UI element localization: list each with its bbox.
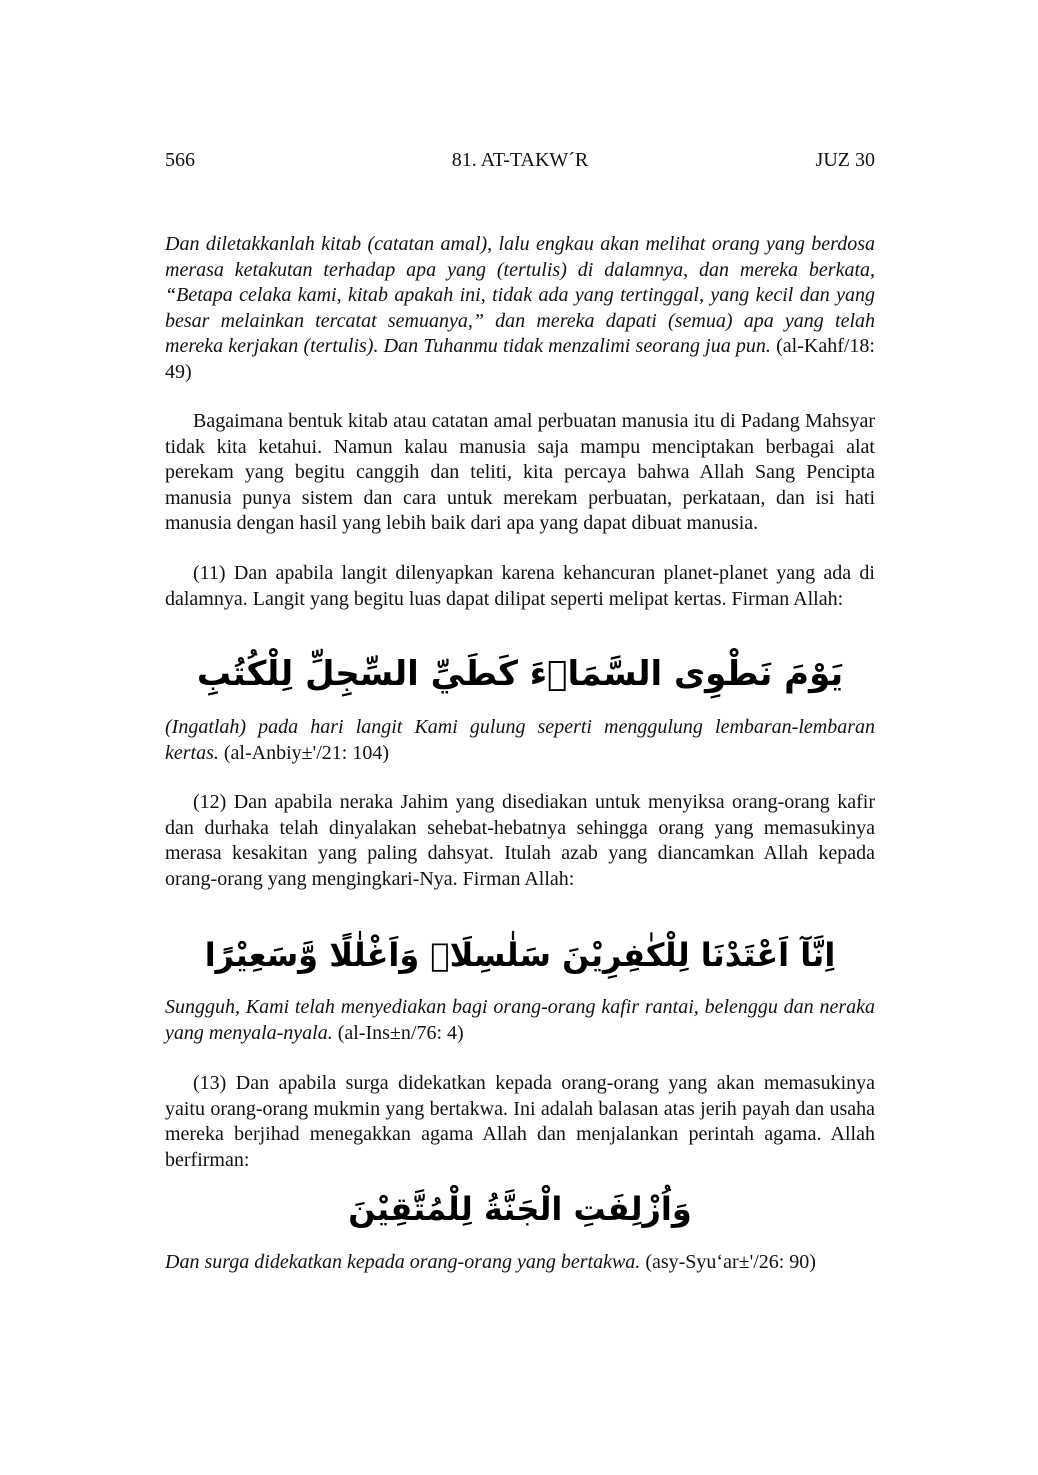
quote-reference: (al-Ins±n/76: 4)	[337, 1021, 464, 1044]
quote-text: Sungguh, Kami telah menyediakan bagi orang-orang kafir rantai, belenggu dan neraka yang menyala-nyala.	[165, 996, 875, 1044]
running-header	[165, 147, 875, 173]
quote-reference: (asy-Syu‘ar±'/26: 90)	[645, 1251, 816, 1273]
page-number: 566	[165, 149, 195, 171]
arabic-verse-syuara: وَاُزْلِفَتِ الْجَنَّةُ لِلْمُتَّقِيْنَ	[348, 1190, 692, 1228]
quote-text: Dan diletakkanlah kitab (catatan amal), lalu engkau akan melihat orang yang berdosa merasa ketakutan terhadap apa yang (tertulis) di dalamnya, dan mereka berkata, “Betapa celaka kami, kitab apakah ini, tidak ada yang tertinggal, yang kecil dan yang besar melainkan tercatat semuanya,” dan mereka dapati (semua) apa yang telah mereka kerjakan (tertulis). Dan Tuhanmu tidak menzalimi seorang jua pun.	[165, 233, 875, 357]
paragraph-verse-11: (11) Dan apabila langit dilenyapkan karena kehancuran planet-planet yang ada di dalamnya. Langit yang begitu luas dapat dilipat seperti melipat kertas. Firman Allah:	[165, 562, 875, 610]
paragraph-verse-12: (12) Dan apabila neraka Jahim yang disediakan untuk menyiksa orang-orang kafir dan durhaka telah dinyalakan sehebat-hebatnya sehingga orang yang memasukinya merasa kesakitan yang paling dahsyat. Itulah azab yang diancamkan Allah kepada orang-orang yang mengingkari-Nya. Firman Allah:	[165, 791, 875, 890]
paragraph-catatan-amal: Bagaimana bentuk kitab atau catatan amal perbuatan manusia itu di Padang Mahsyar tidak kita ketahui. Namun kalau manusia saja mampu menciptakan berbagai alat perekam yang begitu canggih dan teliti, kita percaya bahwa Allah Sang Pencipta manusia punya sistem dan cara untuk merekam perbuatan, perkataan, dan isi hati manusia dengan hasil yang lebih baik dari apa yang dapat dibuat manusia.	[165, 410, 875, 534]
juz-label: JUZ 30	[815, 149, 875, 171]
quote-reference: (al-Kahf/18: 49)	[165, 335, 875, 383]
quote-reference: (al-Anbiy±'/21: 104)	[223, 741, 389, 764]
quote-al-kahf	[165, 232, 875, 385]
arabic-verse-anbiya: يَوْمَ نَطْوِى السَّمَاۤءَ كَطَيِّ السِّجِلِّ لِلْكُتُبِ	[196, 654, 844, 694]
quote-asy-syuara	[165, 1250, 875, 1276]
surah-title: 81. AT-TAKW´R	[451, 149, 589, 171]
quote-text: Dan surga didekatkan kepada orang-orang yang bertakwa.	[165, 1251, 641, 1273]
paragraph-verse-13: (13) Dan apabila surga didekatkan kepada orang-orang yang akan memasukinya yaitu orang-orang mukmin yang bertakwa. Ini adalah balasan atas jerih payah dan usaha mereka berjihad menegakkan agama Allah dan menjalankan perintah agama. Allah berfirman:	[165, 1072, 875, 1171]
arabic-verse-insan: اِنَّآ اَعْتَدْنَا لِلْكٰفِرِيْنَ سَلٰسِلَا۟ وَاَغْلٰلًا وَّسَعِيْرًا	[204, 936, 836, 974]
quote-al-anbiya	[165, 715, 875, 766]
quote-text: (Ingatlah) pada hari langit Kami gulung seperti menggulung lembaran-lembaran kertas.	[165, 716, 875, 764]
quote-al-insan	[165, 995, 875, 1046]
